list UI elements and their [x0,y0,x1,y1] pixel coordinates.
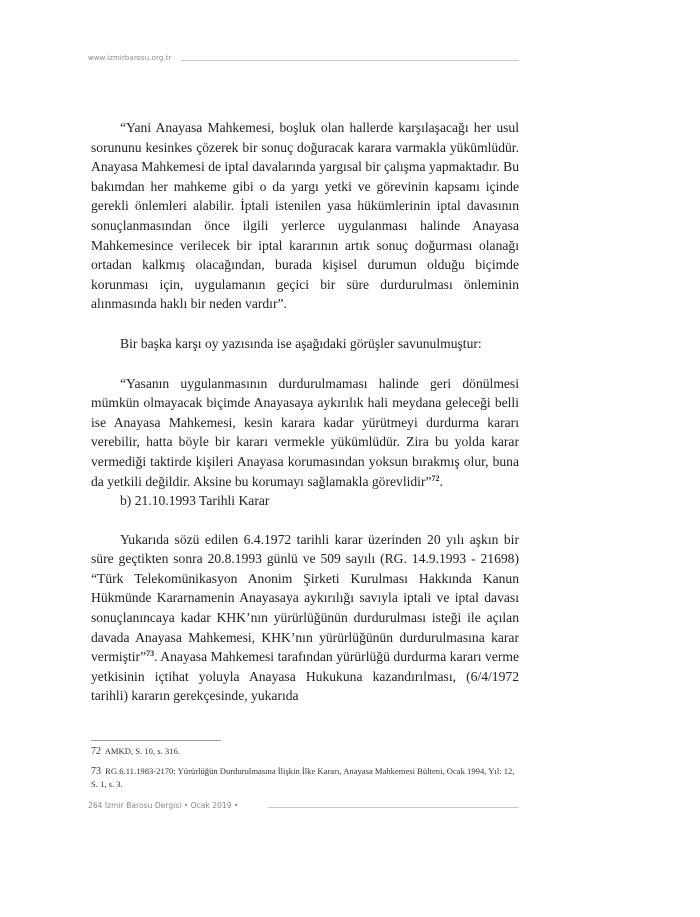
footnote-number: 72 [91,746,101,757]
footer-rule [268,807,519,808]
quote-paragraph-2 [91,374,519,492]
header-rule [181,60,519,61]
quote-paragraph-1: “Yani Anayasa Mahkemesi, boşluk olan hallerde karşılaşacağı her usul sorununu kesinkes çözerek bir sonuç doğuracak karara varmakla yükümlüdür. Anayasa Mahkemesi de iptal davalarında yargısal bir çalışma yapmaktadır. Bu bakımdan her mahkeme gibi o da yargı yetki ve görevinin kapsamı içinde gerekli önlemleri alabilir. İptali istenilen yasa hükümlerinin iptal davasının sonuçlanmasından önce ilgili yerlerce uygulanması halinde Anayasa Mahkemesince verilecek bir iptal kararının artık sonuç doğurması olanağı ortadan kalkmış olacağından, burada kişisel durumun olduğu biçimde korunması için, uygulamanın geçici bir süre durdurulması önleminin alınmasında haklı bir neden vardır”. [91,120,519,312]
footnote-ref-72: 72 [431,473,440,483]
footnote-rule [91,740,221,741]
footnote-73 [91,765,519,791]
main-text [91,118,519,706]
body-paragraph-part1: Yukarıda sözü edilen 6.4.1972 tarihli karar üzerinden 20 yılı aşkın bir süre geçtikten sonra 20.8.1993 günlü ve 509 sayılı (RG. 14.9.1993 - 21698) “Türk Telekomünikasyon Anonim Şirketi Kurulması Hakkında Kanun Hükmünde Kararnamenin Anayasaya aykırılığı savıyla iptali ve iptal davası sonuçlanıncaya kadar KHK’nın yürürlüğünün durdurulması isteği ile açılan davada Anayasa Mahkemesi, KHK’nın yürürlüğünün durdurulmasına karar vermiştir” [91,531,519,665]
section-heading: b) 21.10.1993 Tarihli Karar [120,493,270,509]
body-paragraph-part2: . Anayasa Mahkemesi tarafından yürürlüğü durdurma kararı verme yetkisinin içtihat yoluyla Anayasa Hukukuna kazandırılması, (6/4/1972 tarihli) kararın gerekçesinde, yukarıda [91,649,519,704]
footnote-text: AMKD, S. 10, s. 316. [104,746,180,756]
quote-2-end: . [439,473,443,489]
footnote-ref-73: 73 [146,649,155,659]
footnote-text: RG.6.11.1983-2170: Yürürlüğün Durdurulmasına İlişkin İlke Kararı, Anayasa Mahkemesi Bülteni, Ocak 1994, Yıl: 12, S. 1, s. 3. [91,765,515,789]
footnotes [91,745,519,797]
footnote-number: 73 [91,765,101,777]
intro-paragraph: Bir başka karşı oy yazısında ise aşağıdaki görüşler savunulmuştur: [120,335,482,351]
header-url: www.izmirbarosu.org.tr [88,54,172,62]
footnote-72 [91,745,519,759]
footer-text: 264 İzmir Barosu Dergisi • Ocak 2019 • [88,801,239,810]
body-paragraph [91,530,519,706]
quote-2-text: “Yasanın uygulanmasının durdurulmaması halinde geri dönülmesi mümkün olmayacak biçimde Anayasaya aykırılık hali meydana geleceği belli ise Anayasa Mahkemesi, kesin karara kadar yürütmeyi durdurma kararı verebilir, hatta böyle bir kararı vermekle yükümlüdür. Zira bu yolda karar vermediği taktirde kişileri Anayasa korumasından yoksun bırakmış olur, buna da yetkili değildir. Aksine bu korumayı sağlamakla görevlidir” [91,375,519,489]
